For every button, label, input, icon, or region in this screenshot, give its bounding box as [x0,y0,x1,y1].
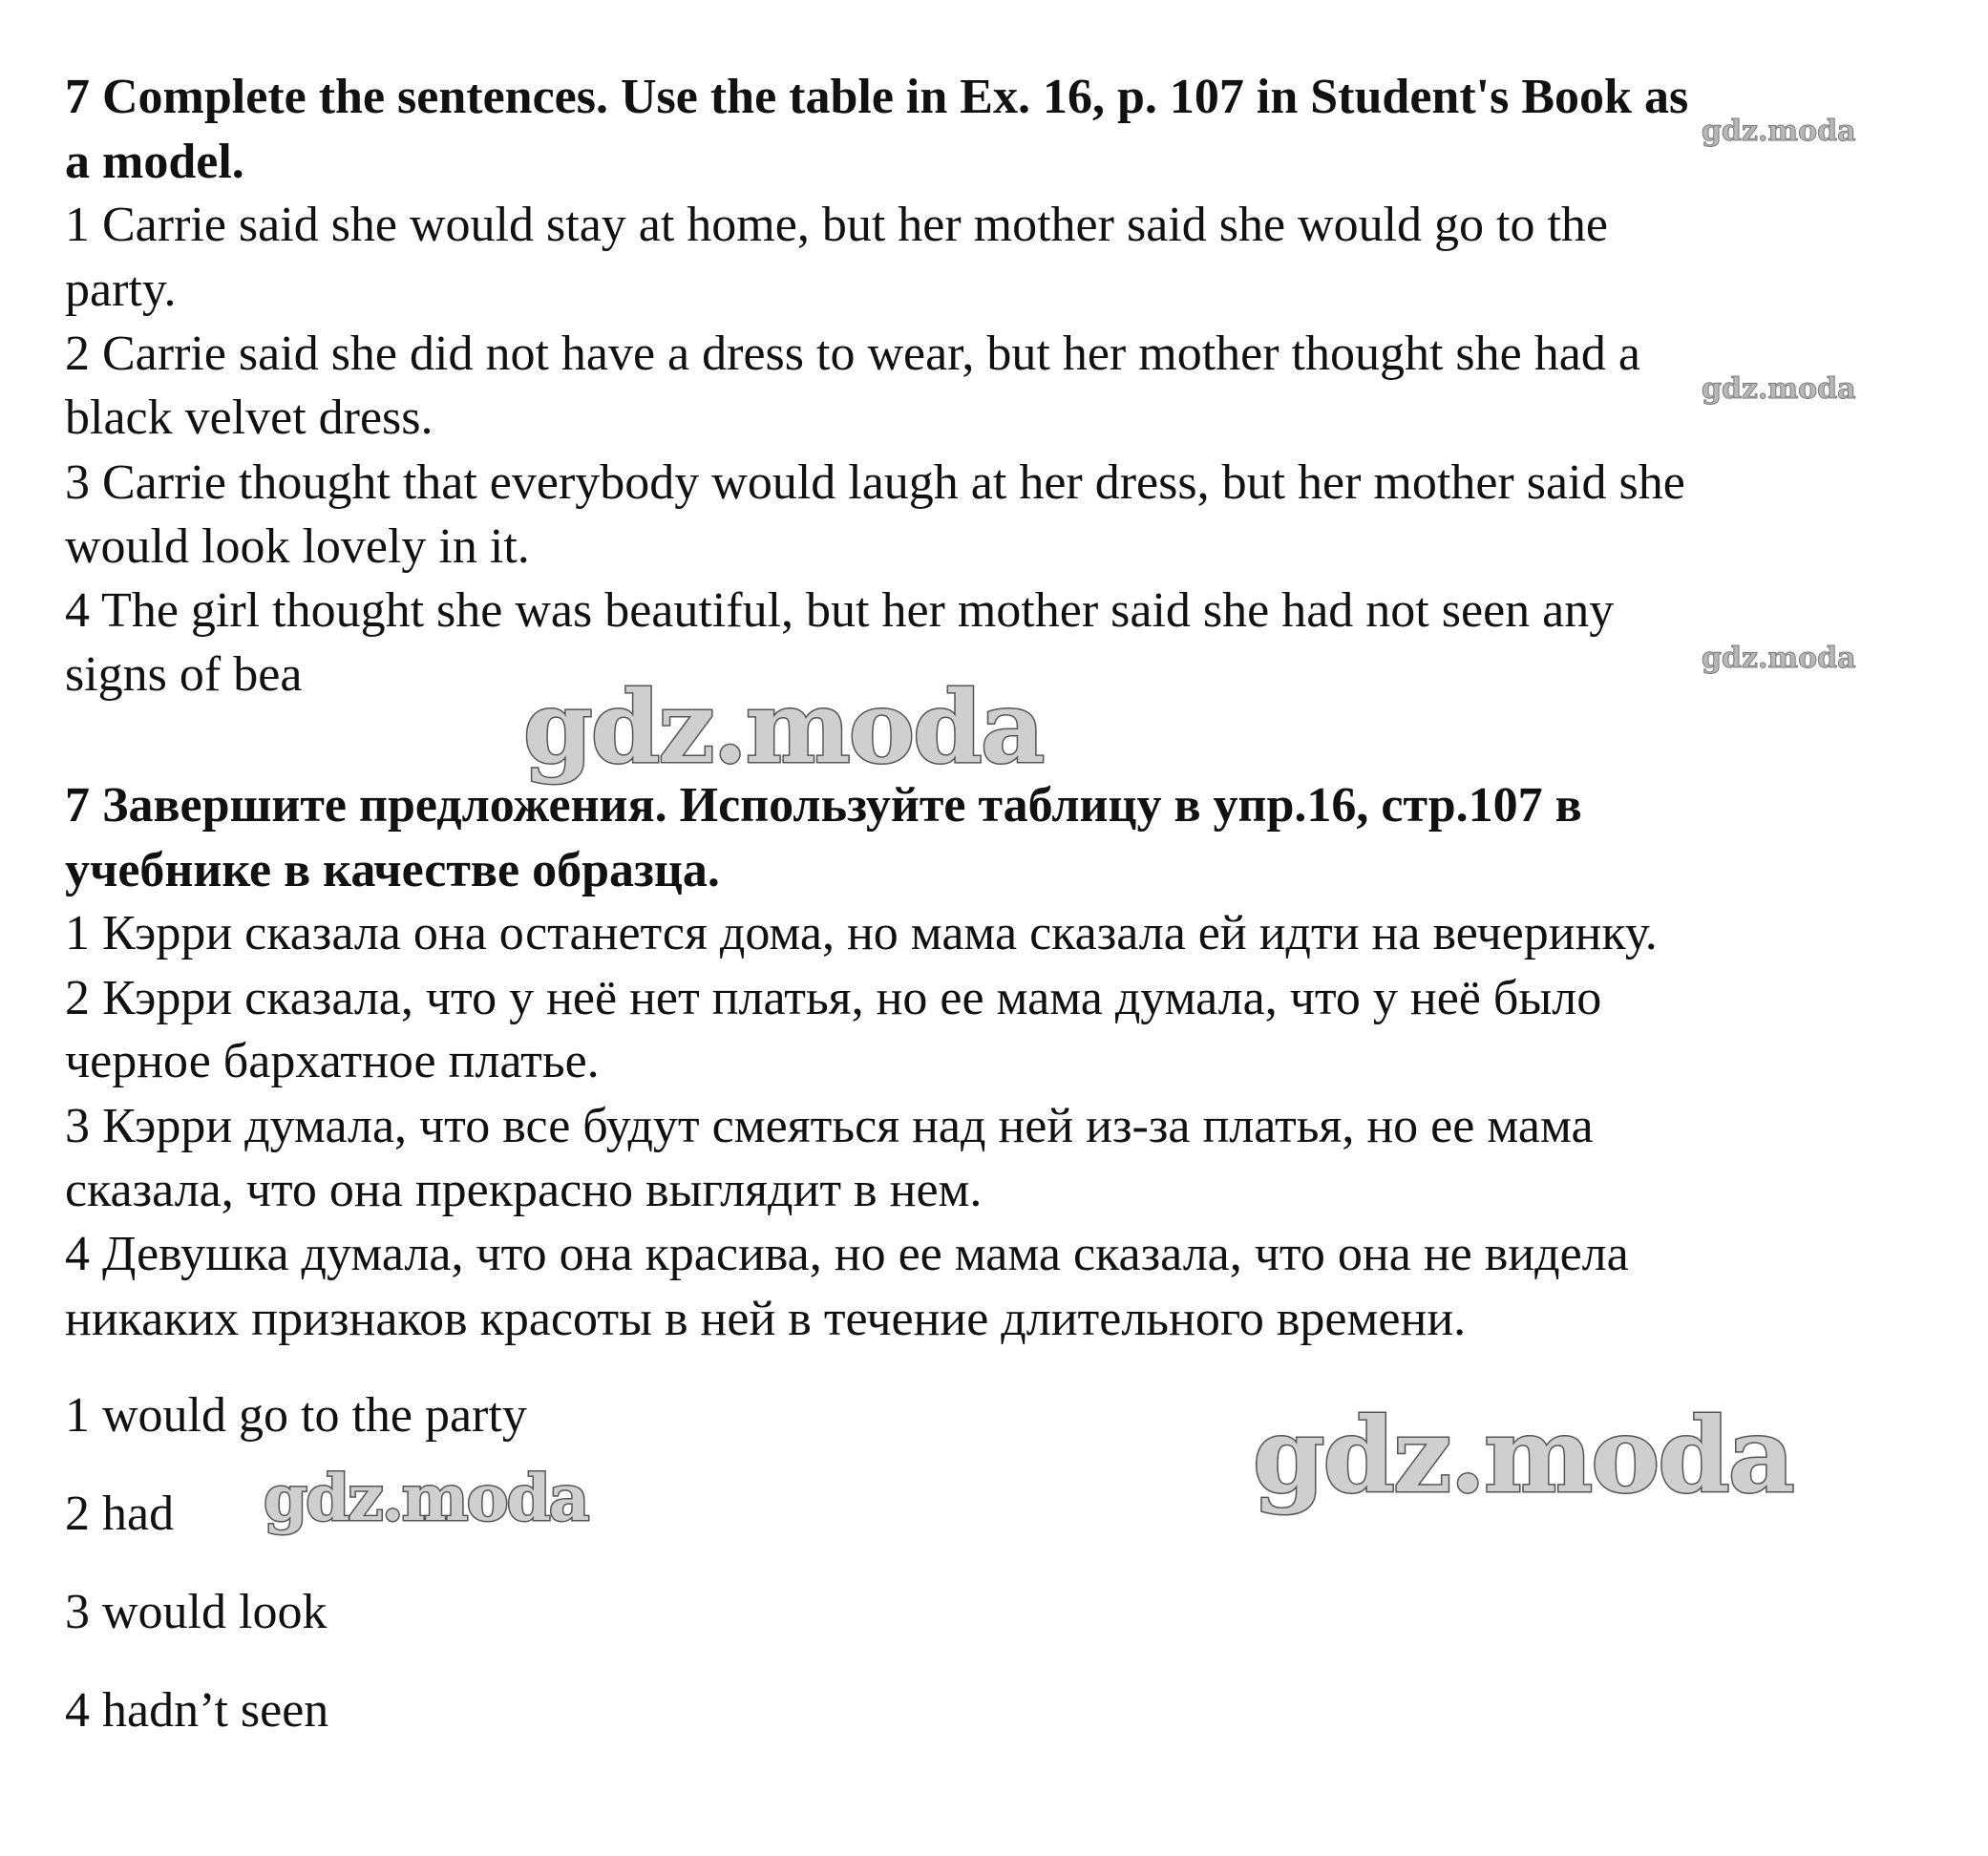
answer-1: 1 would go to the party [65,1388,527,1443]
english-sentence-1-cont: party. [65,263,177,317]
english-heading-line-1: 7 Complete the sentences. Use the table in Ex. 16, p. 107 in Student's Book as [65,70,1689,124]
watermark-large-2: gdz.moda [1253,1396,1793,1516]
russian-sentence-4: 4 Девушка думала, что она красива, но ее мама сказала, что она не видела [65,1227,1629,1281]
russian-sentence-3: 3 Кэрри думала, что все будут смеяться над ней из-за платья, но ее мама [65,1099,1594,1153]
answer-4: 4 hadn’t seen [65,1683,329,1738]
english-sentence-4: 4 The girl thought she was beautiful, but her mother said she had not seen any [65,583,1615,638]
english-sentence-3: 3 Carrie thought that everybody would laugh at her dress, but her mother said she [65,455,1685,510]
russian-sentence-1: 1 Кэрри сказала она останется дома, но мама сказала ей идти на вечеринку. [65,906,1658,960]
russian-heading-line-1: 7 Завершите предложения. Используйте таблицу в упр.16, стр.107 в [65,778,1582,833]
watermark-small-2: gdz.moda [1702,372,1856,406]
english-heading-line-2: a model. [65,135,244,189]
english-sentence-2: 2 Carrie said she did not have a dress to wear, but her mother thought she had a [65,327,1640,381]
english-sentence-1: 1 Carrie said she would stay at home, but her mother said she would go to the [65,198,1609,252]
english-sentence-2-cont: black velvet dress. [65,390,434,445]
watermark-small-3: gdz.moda [1702,642,1856,675]
english-sentence-3-cont: would look lovely in it. [65,519,530,574]
russian-sentence-2: 2 Кэрри сказала, что у неё нет платья, но ее мама думала, что у неё было [65,971,1602,1025]
watermark-small-1: gdz.moda [1702,115,1856,148]
russian-sentence-2-cont: черное бархатное платье. [65,1034,600,1088]
answer-2: 2 had [65,1487,175,1541]
english-sentence-4-cont: signs of bea [65,647,303,702]
watermark-medium: gdz.moda [264,1461,588,1535]
watermark-large-1: gdz.moda [523,668,1044,786]
russian-sentence-4-cont: никаких признаков красоты в ней в течение длительного времени. [65,1292,1467,1346]
russian-heading-line-2: учебнике в качестве образца. [65,843,720,897]
russian-sentence-3-cont: сказала, что она прекрасно выглядит в нем. [65,1163,983,1217]
answer-3: 3 would look [65,1585,328,1639]
